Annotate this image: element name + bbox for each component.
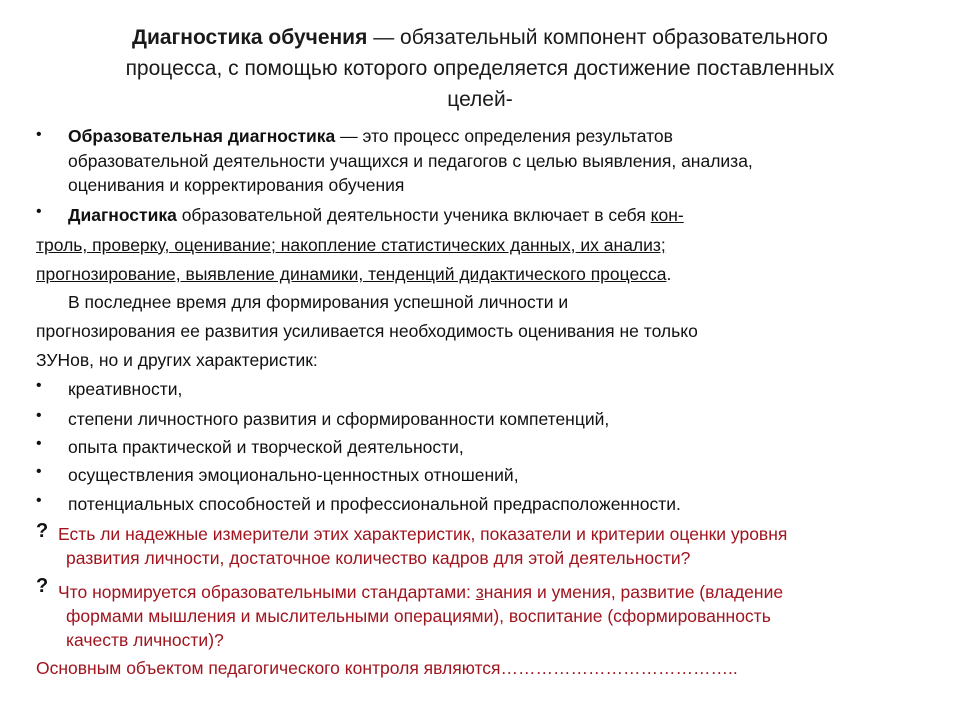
bullet-icon: • — [36, 377, 42, 394]
bullet-icon: • — [36, 492, 42, 509]
def1-line2: образовательной деятельности учащихся и педагогов с целью выявления, анализа, — [68, 151, 753, 171]
bullet-icon: • — [36, 435, 42, 452]
def1-line3: оценивания и корректирования обучения — [68, 175, 405, 195]
def1-bold: Образовательная диагностика — [68, 126, 336, 146]
bullet-icon: • — [36, 463, 42, 480]
title-rest: — обязательный компонент образовательного — [367, 26, 828, 49]
title-bold: Диагностика обучения — [132, 26, 368, 49]
final-line: Основным объектом педагогического контроля являются………………………………….. — [36, 658, 738, 678]
list-item: степени личностного развития и сформированности компетенций, — [68, 409, 610, 429]
title-line2: процесса, с помощью которого определяется достижение поставленных — [125, 57, 835, 80]
bullet-icon: • — [36, 203, 42, 220]
def2-line3 — [36, 262, 671, 286]
para-line1: В последнее время для формирования успешной личности и — [68, 292, 569, 312]
question1-line1: Есть ли надежные измерители этих характеристик, показатели и критерии оценки уровня — [58, 524, 788, 544]
def2-line2: троль, проверку, оценивание; накопление статистических данных, их анализ; — [36, 235, 666, 255]
def2-bold: Диагностика — [68, 205, 177, 225]
question-mark-icon: ? — [36, 575, 49, 597]
question1-line2: развития личности, достаточное количество кадров для этой деятельности? — [66, 548, 691, 568]
list-item: опыта практической и творческой деятельности, — [68, 437, 464, 457]
def1-line1 — [68, 124, 673, 148]
question2-line1-underlined: з — [475, 582, 484, 602]
title-line3: целей- — [447, 88, 513, 111]
question2-line3: качеств личности)? — [66, 630, 224, 650]
bullet-icon: • — [36, 407, 42, 424]
list-item: креативности, — [68, 379, 183, 399]
question2-line1-end: нания и умения, развитие (владение — [483, 582, 784, 602]
def2-rest: образовательной деятельности ученика включает в себя — [176, 205, 651, 225]
def2-line3-underlined: прогнозирование, выявление динамики, тенденций дидактического процесса — [36, 264, 667, 284]
def1-rest: — это процесс определения результатов — [335, 126, 673, 146]
slide-title — [60, 22, 900, 115]
bullet-icon: • — [36, 126, 42, 143]
para-line2: прогнозирования ее развития усиливается необходимость оценивания не только — [36, 321, 698, 341]
question2-line1 — [58, 580, 783, 604]
para-line3: ЗУНов, но и других характеристик: — [36, 350, 318, 370]
def2-line3-end: . — [666, 264, 672, 284]
def2-line1 — [68, 203, 684, 227]
def2-rest-underlined: кон- — [650, 205, 684, 225]
question2-line2: формами мышления и мыслительными операциями), воспитание (сформированность — [66, 606, 771, 626]
question2-line1-start: Что нормируется образовательными стандартами: — [58, 582, 476, 602]
question-mark-icon: ? — [36, 520, 49, 542]
list-item: осуществления эмоционально-ценностных отношений, — [68, 465, 519, 485]
list-item: потенциальных способностей и профессиональной предрасположенности. — [68, 494, 681, 514]
